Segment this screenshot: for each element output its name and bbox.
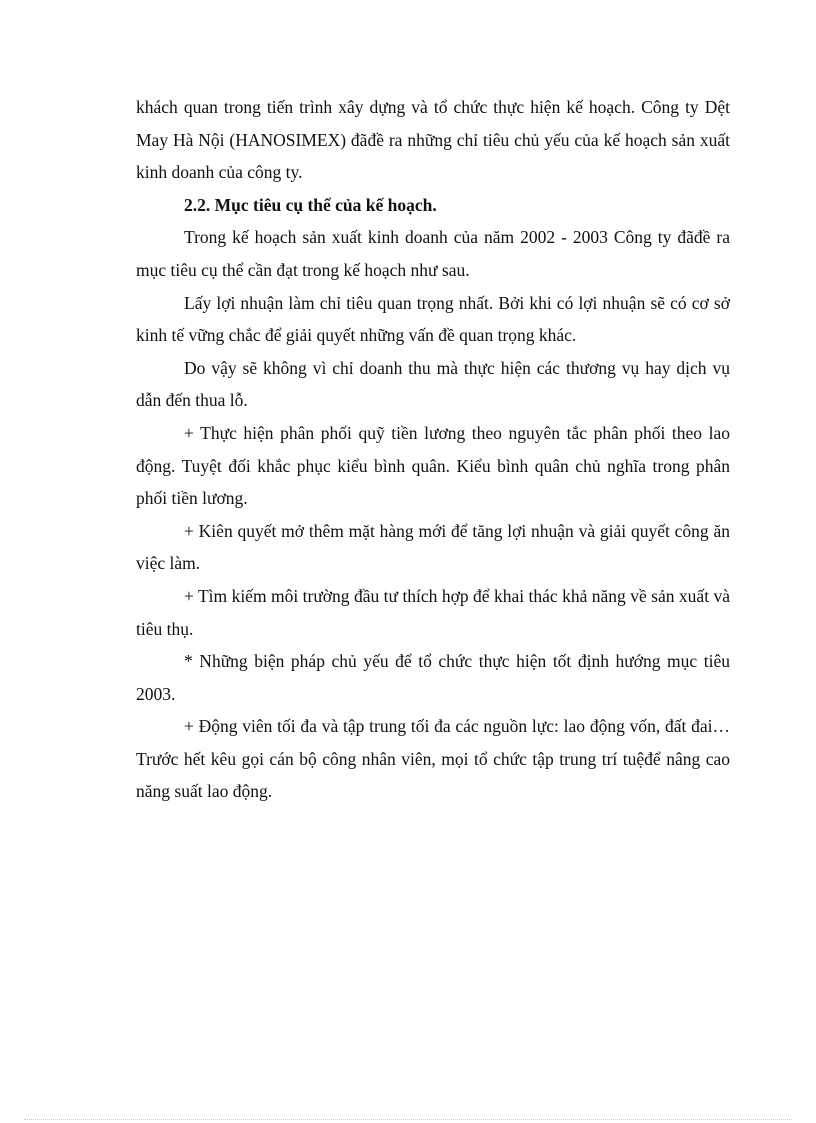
intro-paragraph: khách quan trong tiến trình xây dựng và tổ chức thực hiện kế hoạch. Công ty Dệt May Hà Nội (HANOSIMEX) đãđề ra những chỉ tiêu chủ yếu của kế hoạch sản xuất kinh doanh của công ty. [136, 97, 730, 183]
paragraph-revenue: Do vậy sẽ không vì chỉ doanh thu mà thực hiện các thương vụ hay dịch vụ dẫn đến thua lỗ. [136, 357, 730, 411]
paragraph-resources: + Động viên tối đa và tập trung tối đa các nguồn lực: lao động vốn, đất đai… Trước hết kêu gọi cán bộ công nhân viên, mọi tổ chức tập trung trí tuệđể nâng cao năng suất lao động. [136, 716, 730, 802]
paragraph-investment: + Tìm kiếm môi trường đầu tư thích hợp để khai thác khả năng về sản xuất và tiêu thụ. [136, 585, 730, 639]
paragraph-measures: * Những biện pháp chủ yếu để tổ chức thực hiện tốt định hướng mục tiêu 2003. [136, 651, 730, 704]
paragraph-wage-distribution: + Thực hiện phân phối quỹ tiền lương theo nguyên tắc phân phối theo lao động. Tuyệt đối khắc phục kiểu bình quân. Kiểu bình quân chủ nghĩa trong phân phối tiền lương. [136, 422, 730, 509]
page-bottom-border [24, 1119, 792, 1120]
paragraph-objectives: Trong kế hoạch sản xuất kinh doanh của năm 2002 - 2003 Công ty đãđề ra mục tiêu cụ thể cần đạt trong kế hoạch như sau. [136, 227, 730, 280]
paragraph-new-products: + Kiên quyết mở thêm mặt hàng mới để tăng lợi nhuận và giải quyết công ăn việc làm. [136, 520, 730, 574]
section-heading: 2.2. Mục tiêu cụ thể của kế hoạch. [184, 194, 437, 215]
paragraph-profit: Lấy lợi nhuận làm chỉ tiêu quan trọng nhất. Bởi khi có lợi nhuận sẽ có cơ sở kinh tế vững chắc để giải quyết những vấn đề quan trọng khác. [136, 292, 730, 346]
document-page [136, 91, 730, 808]
